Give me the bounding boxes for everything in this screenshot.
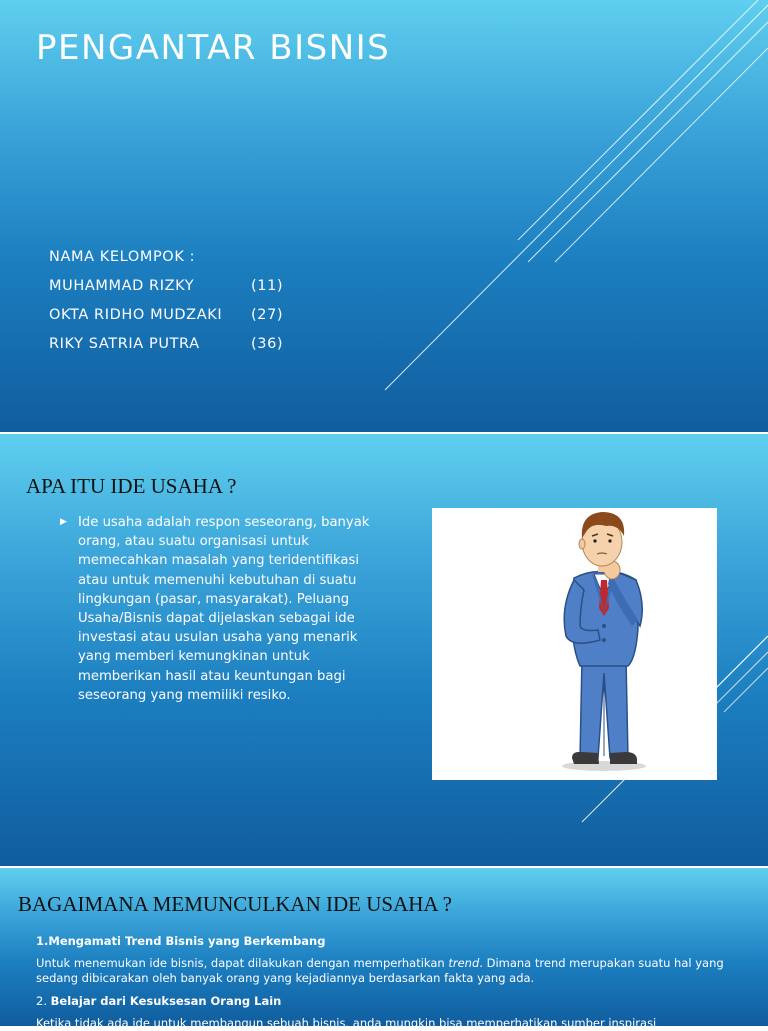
member-number: (27)	[251, 307, 284, 323]
point-2-number: 2.	[36, 994, 51, 1008]
slide-heading: APA ITU IDE USAHA ?	[26, 474, 237, 498]
group-label: NAMA KELOMPOK :	[49, 249, 196, 265]
bullet-item	[60, 513, 372, 705]
point-1-text-part: . Dimana trend merupakan suatu hal yang sedang dibicarakan oleh banyak orang yang kejadiannya berdasarkan fakta yang ada.	[36, 956, 724, 985]
member-name: RIKY SATRIA PUTRA	[49, 336, 200, 352]
point-1-text-part: Untuk menemukan ide bisnis, dapat dilakukan dengan memperhatikan	[36, 956, 449, 970]
bullet-arrow-icon: ▶	[60, 517, 67, 527]
slide-heading: BAGAIMANA MEMUNCULKAN IDE USAHA ?	[18, 892, 452, 916]
point-1-heading: 1.Mengamati Trend Bisnis yang Berkembang	[36, 934, 326, 948]
thinking-businessman-illustration	[432, 508, 717, 780]
bullet-text: Ide usaha adalah respon seseorang, banyak orang, atau suatu organisasi untuk memecahkan masalah yang teridentifikasi atau untuk memenuhi kebutuhan di suatu lingkungan (pasar, masyarakat). Peluang Usaha/Bisnis dapat dijelaskan sebagai ide investasi atau usulan usaha yang menarik yang memberi kemungkinan untuk memberikan hasil atau keuntungan bagi seseorang yang memiliki resiko.	[78, 515, 370, 703]
member-number: (36)	[251, 336, 284, 352]
member-number: (11)	[251, 278, 284, 294]
point-2-heading	[36, 994, 281, 1008]
point-2-text: Ketika tidak ada ide untuk membangun sebuah bisnis, anda mungkin bisa memperhatikan sumber inspirasi	[36, 1016, 657, 1030]
point-2-title: Belajar dari Kesuksesan Orang Lain	[50, 994, 282, 1008]
point-1-text-italic: trend	[448, 956, 480, 970]
presentation-title: PENGANTAR BISNIS	[36, 28, 391, 68]
member-name: OKTA RIDHO MUDZAKI	[49, 307, 223, 323]
point-1-text	[36, 956, 756, 986]
title-slide	[0, 0, 768, 432]
businessman-icon	[432, 508, 717, 780]
member-name: MUHAMMAD RIZKY	[49, 278, 195, 294]
